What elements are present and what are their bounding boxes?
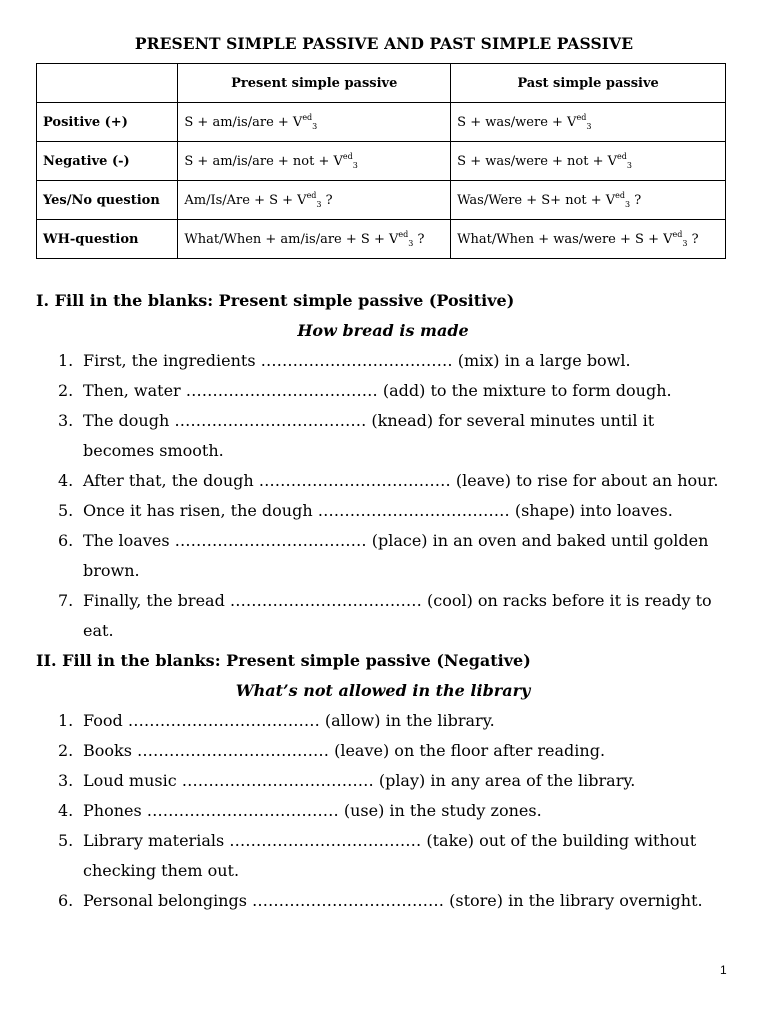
formula-cell: S + was/were + $V^{ed}_3$ — [451, 103, 726, 142]
formula-cell: $Am/Is/Are + S + V^{ed}_3$ ? — [178, 181, 451, 220]
list-item: 1. First, the ingredients ……………………………… (mix) in a large bowl. — [58, 351, 631, 370]
table-row — [37, 103, 726, 142]
formula-cell: S + am/is/are + not + $V^{ed}_3$ — [178, 142, 451, 181]
list-item: 5. Once it has risen, the dough ……………………………… (shape) into loaves. — [58, 501, 673, 520]
exercise-section-negative — [36, 646, 736, 916]
section-subtitle: What’s not allowed in the library — [235, 681, 531, 700]
section-heading: II. Fill in the blanks: Present simple passive (Negative) — [36, 651, 531, 670]
table-row — [37, 220, 726, 259]
formula-cell: S + was/were + not + $V^{ed}_3$ — [451, 142, 726, 181]
list-item: 4. After that, the dough ……………………………… (leave) to rise for about an hour. — [58, 471, 719, 490]
list-item: 5. Library materials ……………………………… (take) out of the building without checking them out. — [58, 831, 697, 880]
list-item: 3. Loud music ……………………………… (play) in any area of the library. — [58, 771, 636, 790]
formula-cell: What/When + was/were + $S + V^{ed}_3$ ? — [451, 220, 726, 259]
row-label: Yes/No question — [37, 181, 178, 220]
section-heading: I. Fill in the blanks: Present simple passive (Positive) — [36, 291, 515, 310]
list-item: 6. Personal belongings ……………………………… (store) in the library overnight. — [58, 891, 703, 910]
list-item: 3. The dough ……………………………… (knead) for several minutes until it becomes smooth. — [58, 411, 655, 460]
formula-cell: $S + am/is/are + V^{ed}_3$ — [178, 103, 451, 142]
table-row — [37, 142, 726, 181]
list-item: 2. Books ……………………………… (leave) on the floor after reading. — [58, 741, 606, 760]
exercise-list — [36, 706, 736, 916]
formula-cell: What/When + $am/is/are + S + V^{ed}_3$ ? — [178, 220, 451, 259]
list-item: 6. The loaves ……………………………… (place) in an oven and baked until golden brown. — [58, 531, 709, 580]
row-label: Negative (-) — [37, 142, 178, 181]
list-item: 2. Then, water ……………………………… (add) to the mixture to form dough. — [58, 381, 672, 400]
formula-cell: Was/Were + S+ not + $V^{ed}_3$ ? — [451, 181, 726, 220]
table-header-cell: Past simple passive — [451, 64, 726, 103]
list-item: 4. Phones ……………………………… (use) in the study zones. — [58, 801, 542, 820]
section-subtitle: How bread is made — [297, 321, 469, 340]
table-header-cell — [37, 64, 178, 103]
row-label: WH-question — [37, 220, 178, 259]
exercise-section-positive — [36, 286, 736, 646]
table-row — [37, 181, 726, 220]
table-header-row — [37, 64, 726, 103]
grammar-table — [36, 63, 726, 259]
page-title: PRESENT SIMPLE PASSIVE AND PAST SIMPLE PASSIVE — [134, 34, 634, 53]
table-header-cell: Present simple passive — [178, 64, 451, 103]
row-label: Positive (+) — [37, 103, 178, 142]
exercise-list — [36, 346, 736, 646]
page-number: 1 — [720, 963, 727, 977]
list-item: 7. Finally, the bread ……………………………… (cool) on racks before it is ready to eat. — [58, 591, 712, 640]
list-item: 1. Food ……………………………… (allow) in the library. — [58, 711, 495, 730]
